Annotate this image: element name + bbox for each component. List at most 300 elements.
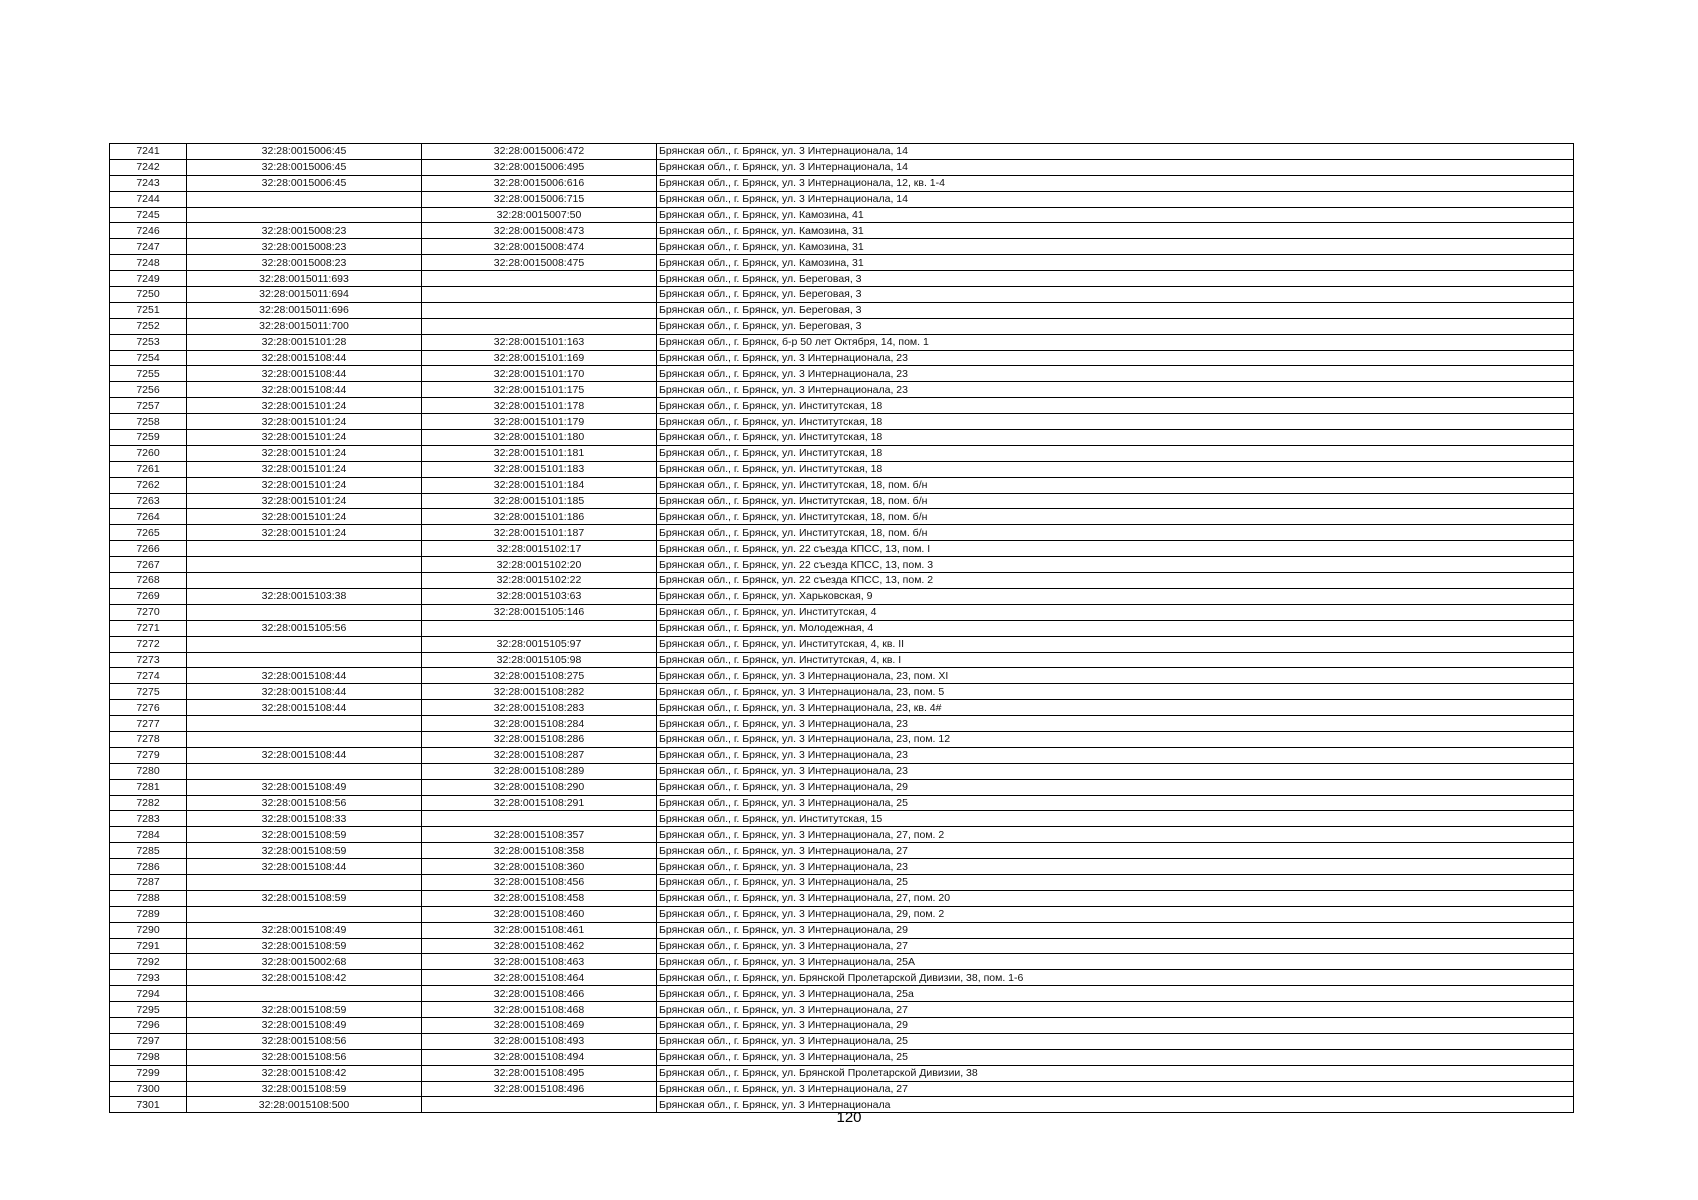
table-row (110, 350, 1574, 366)
cadastral-number-cell: 32:28:0015101:169 (422, 350, 657, 366)
cadastral-number-cell: 32:28:0015108:493 (422, 1033, 657, 1049)
cadastral-number-cell: 32:28:0015108:466 (422, 986, 657, 1002)
cadastral-number-cell: 32:28:0015108:291 (422, 795, 657, 811)
row-number-cell: 7257 (110, 398, 187, 414)
address-cell: Брянская обл., г. Брянск, ул. 3 Интернационала, 29 (657, 922, 1574, 938)
address-cell: Брянская обл., г. Брянск, ул. Институтская, 18 (657, 461, 1574, 477)
address-cell: Брянская обл., г. Брянск, ул. 3 Интернационала, 14 (657, 144, 1574, 160)
row-number-cell: 7298 (110, 1049, 187, 1065)
table-row (110, 334, 1574, 350)
parent-cadastral-number-cell (187, 874, 422, 890)
parent-cadastral-number-cell: 32:28:0015101:24 (187, 398, 422, 414)
cadastral-number-cell: 32:28:0015101:184 (422, 477, 657, 493)
row-number-cell: 7264 (110, 509, 187, 525)
address-cell: Брянская обл., г. Брянск, ул. 3 Интернационала, 23, пом. XI (657, 668, 1574, 684)
parent-cadastral-number-cell: 32:28:0015108:44 (187, 366, 422, 382)
address-cell: Брянская обл., г. Брянск, ул. 3 Интернационала, 27 (657, 1002, 1574, 1018)
address-cell: Брянская обл., г. Брянск, ул. Камозина, 31 (657, 255, 1574, 271)
table-row (110, 271, 1574, 287)
cadastral-number-cell: 32:28:0015108:496 (422, 1081, 657, 1097)
row-number-cell: 7301 (110, 1097, 187, 1113)
row-number-cell: 7256 (110, 382, 187, 398)
address-cell: Брянская обл., г. Брянск, ул. 3 Интернационала, 14 (657, 191, 1574, 207)
table-body (110, 144, 1574, 1113)
parent-cadastral-number-cell: 32:28:0015101:24 (187, 414, 422, 430)
row-number-cell: 7285 (110, 843, 187, 859)
parent-cadastral-number-cell: 32:28:0015006:45 (187, 144, 422, 160)
address-cell: Брянская обл., г. Брянск, ул. Институтская, 18, пом. б/н (657, 493, 1574, 509)
table-row (110, 207, 1574, 223)
address-cell: Брянская обл., г. Брянск, ул. 3 Интернационала, 23 (657, 382, 1574, 398)
address-cell: Брянская обл., г. Брянск, ул. 3 Интернационала, 27 (657, 938, 1574, 954)
parent-cadastral-number-cell: 32:28:0015108:49 (187, 1017, 422, 1033)
row-number-cell: 7295 (110, 1002, 187, 1018)
address-cell: Брянская обл., г. Брянск, ул. Береговая, 3 (657, 318, 1574, 334)
row-number-cell: 7274 (110, 668, 187, 684)
cadastral-number-cell: 32:28:0015008:475 (422, 255, 657, 271)
parent-cadastral-number-cell (187, 652, 422, 668)
address-cell: Брянская обл., г. Брянск, ул. Институтская, 4, кв. I (657, 652, 1574, 668)
row-number-cell: 7266 (110, 541, 187, 557)
table-row (110, 1049, 1574, 1065)
parent-cadastral-number-cell: 32:28:0015108:59 (187, 1002, 422, 1018)
table-row (110, 716, 1574, 732)
cadastral-number-cell: 32:28:0015105:98 (422, 652, 657, 668)
parent-cadastral-number-cell: 32:28:0015101:24 (187, 430, 422, 446)
row-number-cell: 7269 (110, 588, 187, 604)
row-number-cell: 7291 (110, 938, 187, 954)
table-row (110, 1002, 1574, 1018)
address-cell: Брянская обл., г. Брянск, ул. 22 съезда КПСС, 13, пом. 3 (657, 557, 1574, 573)
parent-cadastral-number-cell (187, 604, 422, 620)
parent-cadastral-number-cell (187, 986, 422, 1002)
row-number-cell: 7290 (110, 922, 187, 938)
parent-cadastral-number-cell: 32:28:0015011:696 (187, 302, 422, 318)
row-number-cell: 7244 (110, 191, 187, 207)
address-cell: Брянская обл., г. Брянск, ул. 3 Интернационала, 23 (657, 763, 1574, 779)
cadastral-number-cell: 32:28:0015007:50 (422, 207, 657, 223)
cadastral-number-cell: 32:28:0015006:472 (422, 144, 657, 160)
parent-cadastral-number-cell: 32:28:0015108:42 (187, 970, 422, 986)
table-row (110, 144, 1574, 160)
address-cell: Брянская обл., г. Брянск, ул. 3 Интернационала, 29 (657, 779, 1574, 795)
address-cell: Брянская обл., г. Брянск, ул. 3 Интернационала, 14 (657, 159, 1574, 175)
table-row (110, 890, 1574, 906)
table-row (110, 700, 1574, 716)
parent-cadastral-number-cell: 32:28:0015105:56 (187, 620, 422, 636)
cadastral-number-cell: 32:28:0015102:20 (422, 557, 657, 573)
parent-cadastral-number-cell: 32:28:0015006:45 (187, 159, 422, 175)
row-number-cell: 7275 (110, 684, 187, 700)
row-number-cell: 7259 (110, 430, 187, 446)
address-cell: Брянская обл., г. Брянск, ул. Институтская, 18 (657, 414, 1574, 430)
row-number-cell: 7247 (110, 239, 187, 255)
row-number-cell: 7294 (110, 986, 187, 1002)
parent-cadastral-number-cell: 32:28:0015101:24 (187, 477, 422, 493)
parent-cadastral-number-cell: 32:28:0015108:44 (187, 668, 422, 684)
row-number-cell: 7253 (110, 334, 187, 350)
parent-cadastral-number-cell (187, 557, 422, 573)
cadastral-number-cell: 32:28:0015008:473 (422, 223, 657, 239)
parent-cadastral-number-cell: 32:28:0015101:28 (187, 334, 422, 350)
cadastral-number-cell: 32:28:0015101:181 (422, 445, 657, 461)
table-row (110, 779, 1574, 795)
table-row (110, 906, 1574, 922)
parent-cadastral-number-cell: 32:28:0015108:44 (187, 684, 422, 700)
table-row (110, 493, 1574, 509)
cadastral-number-cell: 32:28:0015108:456 (422, 874, 657, 890)
parent-cadastral-number-cell: 32:28:0015108:59 (187, 1081, 422, 1097)
address-cell: Брянская обл., г. Брянск, ул. 3 Интернационала, 12, кв. 1-4 (657, 175, 1574, 191)
address-cell: Брянская обл., г. Брянск, ул. Молодежная, 4 (657, 620, 1574, 636)
table-row (110, 763, 1574, 779)
cadastral-number-cell: 32:28:0015108:360 (422, 859, 657, 875)
row-number-cell: 7279 (110, 747, 187, 763)
parent-cadastral-number-cell: 32:28:0015011:693 (187, 271, 422, 287)
parent-cadastral-number-cell: 32:28:0015008:23 (187, 223, 422, 239)
cadastral-number-cell: 32:28:0015108:287 (422, 747, 657, 763)
address-cell: Брянская обл., г. Брянск, ул. 3 Интернационала, 23 (657, 350, 1574, 366)
row-number-cell: 7272 (110, 636, 187, 652)
cadastral-number-cell: 32:28:0015108:458 (422, 890, 657, 906)
row-number-cell: 7281 (110, 779, 187, 795)
parent-cadastral-number-cell (187, 716, 422, 732)
address-cell: Брянская обл., г. Брянск, ул. Институтская, 4 (657, 604, 1574, 620)
table-row (110, 318, 1574, 334)
parent-cadastral-number-cell: 32:28:0015008:23 (187, 255, 422, 271)
cadastral-number-cell: 32:28:0015108:289 (422, 763, 657, 779)
cadastral-number-cell: 32:28:0015008:474 (422, 239, 657, 255)
parent-cadastral-number-cell: 32:28:0015108:56 (187, 795, 422, 811)
parent-cadastral-number-cell: 32:28:0015101:24 (187, 509, 422, 525)
table-row (110, 636, 1574, 652)
address-cell: Брянская обл., г. Брянск, ул. Институтская, 4, кв. II (657, 636, 1574, 652)
row-number-cell: 7293 (110, 970, 187, 986)
row-number-cell: 7255 (110, 366, 187, 382)
row-number-cell: 7267 (110, 557, 187, 573)
row-number-cell: 7258 (110, 414, 187, 430)
cadastral-number-cell: 32:28:0015108:358 (422, 843, 657, 859)
address-cell: Брянская обл., г. Брянск, ул. 3 Интернационала (657, 1097, 1574, 1113)
parent-cadastral-number-cell: 32:28:0015108:500 (187, 1097, 422, 1113)
address-cell: Брянская обл., г. Брянск, ул. Брянской Пролетарской Дивизии, 38 (657, 1065, 1574, 1081)
row-number-cell: 7262 (110, 477, 187, 493)
parent-cadastral-number-cell: 32:28:0015101:24 (187, 525, 422, 541)
address-cell: Брянская обл., г. Брянск, ул. Камозина, 31 (657, 239, 1574, 255)
parent-cadastral-number-cell: 32:28:0015011:694 (187, 287, 422, 303)
table-row (110, 1017, 1574, 1033)
table-row (110, 302, 1574, 318)
cadastral-number-cell: 32:28:0015103:63 (422, 588, 657, 604)
table-row (110, 287, 1574, 303)
cadastral-number-cell (422, 318, 657, 334)
cadastral-number-cell: 32:28:0015108:275 (422, 668, 657, 684)
table-row (110, 461, 1574, 477)
parent-cadastral-number-cell: 32:28:0015108:59 (187, 843, 422, 859)
row-number-cell: 7280 (110, 763, 187, 779)
row-number-cell: 7241 (110, 144, 187, 160)
address-cell: Брянская обл., г. Брянск, ул. Институтская, 18 (657, 430, 1574, 446)
table-row (110, 398, 1574, 414)
address-cell: Брянская обл., г. Брянск, ул. 3 Интернационала, 25А (657, 954, 1574, 970)
table-row (110, 922, 1574, 938)
address-cell: Брянская обл., г. Брянск, ул. 3 Интернационала, 23 (657, 747, 1574, 763)
row-number-cell: 7296 (110, 1017, 187, 1033)
row-number-cell: 7242 (110, 159, 187, 175)
table-row (110, 175, 1574, 191)
cadastral-number-cell: 32:28:0015101:185 (422, 493, 657, 509)
cadastral-number-cell: 32:28:0015105:146 (422, 604, 657, 620)
table-row (110, 827, 1574, 843)
cadastral-number-cell: 32:28:0015108:462 (422, 938, 657, 954)
table-row (110, 588, 1574, 604)
table-row (110, 382, 1574, 398)
address-cell: Брянская обл., г. Брянск, ул. 3 Интернационала, 25 (657, 874, 1574, 890)
row-number-cell: 7276 (110, 700, 187, 716)
cadastral-number-cell: 32:28:0015108:286 (422, 731, 657, 747)
table-row (110, 954, 1574, 970)
cadastral-number-cell: 32:28:0015102:17 (422, 541, 657, 557)
address-cell: Брянская обл., г. Брянск, ул. 3 Интернационала, 23 (657, 859, 1574, 875)
cadastral-number-cell: 32:28:0015101:175 (422, 382, 657, 398)
cadastral-number-cell: 32:28:0015108:282 (422, 684, 657, 700)
row-number-cell: 7250 (110, 287, 187, 303)
cadastral-register-table (109, 143, 1574, 1113)
parent-cadastral-number-cell (187, 573, 422, 589)
row-number-cell: 7297 (110, 1033, 187, 1049)
row-number-cell: 7251 (110, 302, 187, 318)
cadastral-number-cell: 32:28:0015006:616 (422, 175, 657, 191)
parent-cadastral-number-cell: 32:28:0015108:44 (187, 700, 422, 716)
row-number-cell: 7286 (110, 859, 187, 875)
row-number-cell: 7270 (110, 604, 187, 620)
parent-cadastral-number-cell: 32:28:0015108:44 (187, 747, 422, 763)
cadastral-number-cell: 32:28:0015101:180 (422, 430, 657, 446)
cadastral-number-cell: 32:28:0015101:178 (422, 398, 657, 414)
row-number-cell: 7292 (110, 954, 187, 970)
row-number-cell: 7288 (110, 890, 187, 906)
cadastral-number-cell: 32:28:0015101:186 (422, 509, 657, 525)
address-cell: Брянская обл., г. Брянск, ул. 3 Интернационала, 25 (657, 795, 1574, 811)
cadastral-number-cell (422, 620, 657, 636)
cadastral-number-cell: 32:28:0015101:179 (422, 414, 657, 430)
row-number-cell: 7289 (110, 906, 187, 922)
table-row (110, 620, 1574, 636)
address-cell: Брянская обл., г. Брянск, ул. Брянской Пролетарской Дивизии, 38, пом. 1-6 (657, 970, 1574, 986)
row-number-cell: 7299 (110, 1065, 187, 1081)
row-number-cell: 7246 (110, 223, 187, 239)
parent-cadastral-number-cell: 32:28:0015108:49 (187, 779, 422, 795)
address-cell: Брянская обл., г. Брянск, ул. 3 Интернационала, 23, кв. 4# (657, 700, 1574, 716)
address-cell: Брянская обл., г. Брянск, ул. Институтская, 18 (657, 398, 1574, 414)
parent-cadastral-number-cell: 32:28:0015108:56 (187, 1049, 422, 1065)
cadastral-number-cell: 32:28:0015108:468 (422, 1002, 657, 1018)
address-cell: Брянская обл., г. Брянск, ул. 3 Интернационала, 27, пом. 20 (657, 890, 1574, 906)
parent-cadastral-number-cell: 32:28:0015002:68 (187, 954, 422, 970)
address-cell: Брянская обл., г. Брянск, ул. 3 Интернационала, 27 (657, 843, 1574, 859)
address-cell: Брянская обл., г. Брянск, ул. 3 Интернационала, 29 (657, 1017, 1574, 1033)
table-row (110, 223, 1574, 239)
table-row (110, 525, 1574, 541)
address-cell: Брянская обл., г. Брянск, ул. 3 Интернационала, 23 (657, 366, 1574, 382)
parent-cadastral-number-cell: 32:28:0015108:44 (187, 350, 422, 366)
parent-cadastral-number-cell: 32:28:0015011:700 (187, 318, 422, 334)
table-row (110, 970, 1574, 986)
row-number-cell: 7243 (110, 175, 187, 191)
row-number-cell: 7282 (110, 795, 187, 811)
row-number-cell: 7277 (110, 716, 187, 732)
cadastral-number-cell: 32:28:0015102:22 (422, 573, 657, 589)
address-cell: Брянская обл., г. Брянск, ул. 3 Интернационала, 25а (657, 986, 1574, 1002)
table-row (110, 684, 1574, 700)
address-cell: Брянская обл., г. Брянск, ул. 3 Интернационала, 23, пом. 12 (657, 731, 1574, 747)
cadastral-number-cell: 32:28:0015108:290 (422, 779, 657, 795)
row-number-cell: 7271 (110, 620, 187, 636)
table-row (110, 477, 1574, 493)
address-cell: Брянская обл., г. Брянск, ул. Институтская, 18 (657, 445, 1574, 461)
table-row (110, 366, 1574, 382)
cadastral-number-cell: 32:28:0015101:187 (422, 525, 657, 541)
table-row (110, 986, 1574, 1002)
cadastral-number-cell (422, 302, 657, 318)
parent-cadastral-number-cell: 32:28:0015006:45 (187, 175, 422, 191)
row-number-cell: 7260 (110, 445, 187, 461)
table-row (110, 541, 1574, 557)
cadastral-number-cell: 32:28:0015108:469 (422, 1017, 657, 1033)
parent-cadastral-number-cell (187, 541, 422, 557)
table-row (110, 414, 1574, 430)
parent-cadastral-number-cell (187, 763, 422, 779)
parent-cadastral-number-cell: 32:28:0015103:38 (187, 588, 422, 604)
parent-cadastral-number-cell: 32:28:0015108:59 (187, 938, 422, 954)
table-row (110, 1065, 1574, 1081)
table-row (110, 1081, 1574, 1097)
address-cell: Брянская обл., г. Брянск, ул. Институтская, 15 (657, 811, 1574, 827)
cadastral-number-cell (422, 287, 657, 303)
cadastral-number-cell: 32:28:0015006:715 (422, 191, 657, 207)
row-number-cell: 7278 (110, 731, 187, 747)
row-number-cell: 7284 (110, 827, 187, 843)
table-row (110, 795, 1574, 811)
table-row (110, 811, 1574, 827)
parent-cadastral-number-cell: 32:28:0015108:44 (187, 382, 422, 398)
address-cell: Брянская обл., г. Брянск, б-р 50 лет Октября, 14, пом. 1 (657, 334, 1574, 350)
table-row (110, 938, 1574, 954)
table-row (110, 859, 1574, 875)
table-row (110, 668, 1574, 684)
row-number-cell: 7300 (110, 1081, 187, 1097)
row-number-cell: 7249 (110, 271, 187, 287)
table-row (110, 159, 1574, 175)
row-number-cell: 7287 (110, 874, 187, 890)
table-row (110, 874, 1574, 890)
parent-cadastral-number-cell: 32:28:0015108:59 (187, 827, 422, 843)
address-cell: Брянская обл., г. Брянск, ул. Береговая, 3 (657, 302, 1574, 318)
address-cell: Брянская обл., г. Брянск, ул. 3 Интернационала, 27 (657, 1081, 1574, 1097)
table-row (110, 255, 1574, 271)
row-number-cell: 7254 (110, 350, 187, 366)
parent-cadastral-number-cell: 32:28:0015108:56 (187, 1033, 422, 1049)
row-number-cell: 7252 (110, 318, 187, 334)
address-cell: Брянская обл., г. Брянск, ул. Институтская, 18, пом. б/н (657, 477, 1574, 493)
address-cell: Брянская обл., г. Брянск, ул. Камозина, 31 (657, 223, 1574, 239)
row-number-cell: 7273 (110, 652, 187, 668)
cadastral-number-cell: 32:28:0015101:183 (422, 461, 657, 477)
address-cell: Брянская обл., г. Брянск, ул. 3 Интернационала, 25 (657, 1049, 1574, 1065)
address-cell: Брянская обл., г. Брянск, ул. 3 Интернационала, 27, пом. 2 (657, 827, 1574, 843)
cadastral-number-cell: 32:28:0015108:460 (422, 906, 657, 922)
parent-cadastral-number-cell (187, 191, 422, 207)
parent-cadastral-number-cell (187, 636, 422, 652)
parent-cadastral-number-cell: 32:28:0015101:24 (187, 461, 422, 477)
row-number-cell: 7265 (110, 525, 187, 541)
parent-cadastral-number-cell: 32:28:0015108:44 (187, 859, 422, 875)
cadastral-number-cell: 32:28:0015108:494 (422, 1049, 657, 1065)
parent-cadastral-number-cell (187, 207, 422, 223)
cadastral-number-cell: 32:28:0015108:463 (422, 954, 657, 970)
cadastral-number-cell: 32:28:0015101:163 (422, 334, 657, 350)
table-row (110, 509, 1574, 525)
cadastral-number-cell: 32:28:0015108:283 (422, 700, 657, 716)
row-number-cell: 7263 (110, 493, 187, 509)
parent-cadastral-number-cell (187, 731, 422, 747)
cadastral-number-cell: 32:28:0015108:464 (422, 970, 657, 986)
cadastral-number-cell: 32:28:0015101:170 (422, 366, 657, 382)
table-row (110, 445, 1574, 461)
table-row (110, 843, 1574, 859)
parent-cadastral-number-cell (187, 906, 422, 922)
address-cell: Брянская обл., г. Брянск, ул. 3 Интернационала, 25 (657, 1033, 1574, 1049)
table-row (110, 573, 1574, 589)
cadastral-number-cell: 32:28:0015108:357 (422, 827, 657, 843)
parent-cadastral-number-cell: 32:28:0015101:24 (187, 493, 422, 509)
address-cell: Брянская обл., г. Брянск, ул. 3 Интернационала, 23 (657, 716, 1574, 732)
address-cell: Брянская обл., г. Брянск, ул. Береговая, 3 (657, 271, 1574, 287)
address-cell: Брянская обл., г. Брянск, ул. 3 Интернационала, 23, пом. 5 (657, 684, 1574, 700)
parent-cadastral-number-cell: 32:28:0015108:33 (187, 811, 422, 827)
row-number-cell: 7268 (110, 573, 187, 589)
table-row (110, 557, 1574, 573)
cadastral-number-cell: 32:28:0015108:461 (422, 922, 657, 938)
table-row (110, 652, 1574, 668)
table-row (110, 1033, 1574, 1049)
table-row (110, 191, 1574, 207)
row-number-cell: 7283 (110, 811, 187, 827)
cadastral-number-cell (422, 271, 657, 287)
cadastral-number-cell: 32:28:0015006:495 (422, 159, 657, 175)
cadastral-number-cell: 32:28:0015108:495 (422, 1065, 657, 1081)
cadastral-number-cell: 32:28:0015108:284 (422, 716, 657, 732)
cadastral-number-cell (422, 811, 657, 827)
table-row (110, 239, 1574, 255)
address-cell: Брянская обл., г. Брянск, ул. Харьковская, 9 (657, 588, 1574, 604)
address-cell: Брянская обл., г. Брянск, ул. Институтская, 18, пом. б/н (657, 525, 1574, 541)
address-cell: Брянская обл., г. Брянск, ул. 3 Интернационала, 29, пом. 2 (657, 906, 1574, 922)
row-number-cell: 7261 (110, 461, 187, 477)
row-number-cell: 7245 (110, 207, 187, 223)
row-number-cell: 7248 (110, 255, 187, 271)
parent-cadastral-number-cell: 32:28:0015008:23 (187, 239, 422, 255)
table-row (110, 430, 1574, 446)
page-number: 120 (836, 1109, 862, 1126)
table-row (110, 747, 1574, 763)
address-cell: Брянская обл., г. Брянск, ул. Камозина, 41 (657, 207, 1574, 223)
cadastral-number-cell: 32:28:0015105:97 (422, 636, 657, 652)
address-cell: Брянская обл., г. Брянск, ул. 22 съезда КПСС, 13, пом. I (657, 541, 1574, 557)
address-cell: Брянская обл., г. Брянск, ул. 22 съезда КПСС, 13, пом. 2 (657, 573, 1574, 589)
parent-cadastral-number-cell: 32:28:0015108:49 (187, 922, 422, 938)
address-cell: Брянская обл., г. Брянск, ул. Институтская, 18, пом. б/н (657, 509, 1574, 525)
